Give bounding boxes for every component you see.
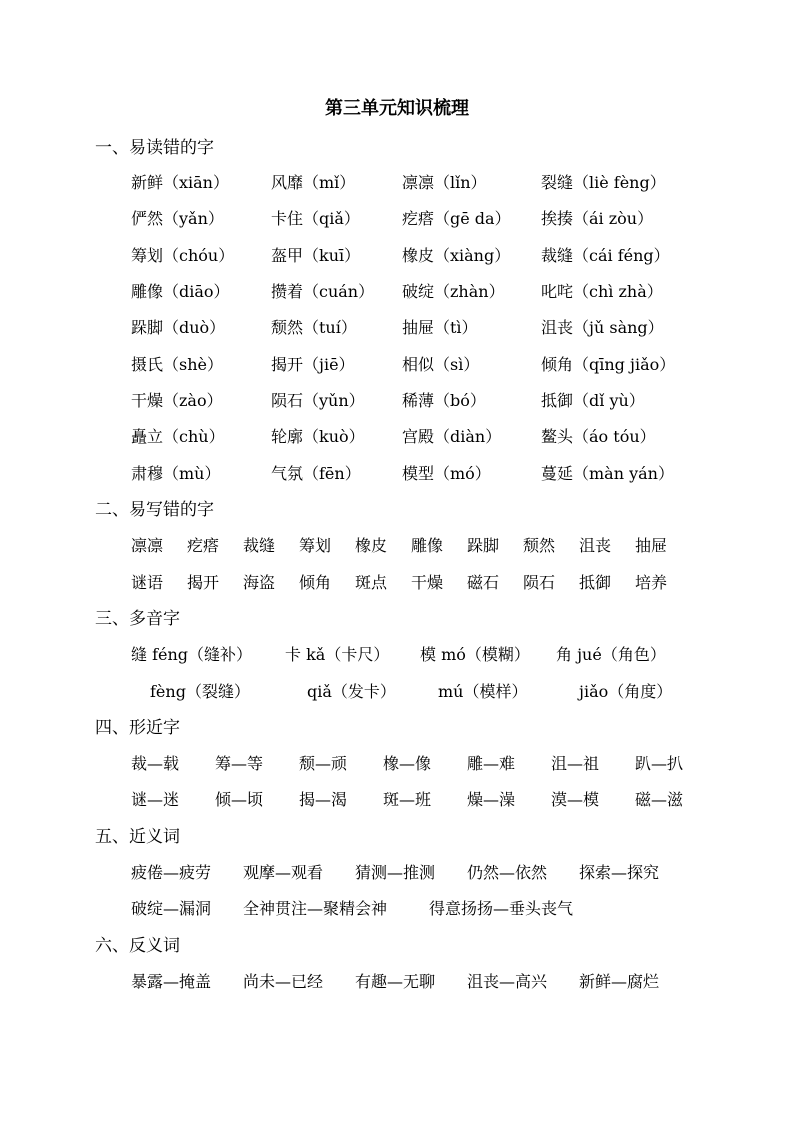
word-entry: 倾角 [299,573,332,592]
section-heading-antonyms: 六、反义词 [95,936,180,956]
word-entry: 沮丧 [579,536,612,555]
word-entry: 鳌头（áo tóu） [541,427,656,446]
word-entry: 裂缝（liè fèng） [541,173,666,192]
list-row [0,789,794,811]
word-entry: 攒着（cuán） [271,282,375,301]
word-entry: 摄氏（shè） [131,355,223,374]
polyphone-entry: fèng（裂缝） [150,682,250,701]
word-entry: 稀薄（bó） [402,391,486,410]
word-entry: 颓然 [523,536,556,555]
word-entry: 模型（mó） [402,464,491,483]
word-entry: 挨揍（ái zòu） [541,209,654,228]
pair-entry: 燥—澡 [467,790,516,809]
word-entry: 抵御（dǐ yù） [541,391,645,410]
word-entry: 筹划 [299,536,332,555]
word-entry: 跺脚 [467,536,500,555]
list-row [0,862,794,884]
polyphone-entry: 卡 kǎ（卡尺） [285,645,390,664]
section-heading-hard-to-write: 二、易写错的字 [95,500,214,520]
pair-entry: 有趣—无聊 [355,972,436,991]
list-row [0,753,794,775]
word-entry: 俨然（yǎn） [131,209,224,228]
section-heading-hard-to-read: 一、易读错的字 [95,138,214,158]
word-entry: 沮丧（jǔ sàng） [541,318,664,337]
list-row [0,644,794,666]
pair-entry: 得意扬扬—垂头丧气 [429,899,574,918]
list-row [0,463,794,485]
word-entry: 凛凛 [131,536,164,555]
list-row [0,317,794,339]
word-entry: 破绽（zhàn） [402,282,505,301]
word-entry: 倾角（qīng jiǎo） [541,355,676,374]
pair-entry: 仍然—依然 [467,863,548,882]
list-row [0,898,794,920]
section-heading-synonyms: 五、近义词 [95,827,180,847]
word-entry: 蔓延（màn yán） [541,464,674,483]
word-entry: 卡住（qiǎ） [271,209,360,228]
word-entry: 培养 [635,573,668,592]
word-entry: 筹划（chóu） [131,246,235,265]
word-entry: 相似（sì） [402,355,480,374]
polyphone-entry: 缝 féng（缝补） [131,645,253,664]
section-heading-similar-characters: 四、形近字 [95,718,180,738]
word-entry: 陨石（yǔn） [271,391,365,410]
list-row [0,572,794,594]
word-entry: 抽屉 [635,536,668,555]
word-entry: 叱咤（chì zhà） [541,282,663,301]
list-row [0,208,794,230]
page-title: 第三单元知识梳理 [325,98,469,119]
pair-entry: 探索—探究 [579,863,660,882]
word-entry: 盔甲（kuī） [271,246,361,265]
word-entry: 干燥 [411,573,444,592]
pair-entry: 趴—扒 [635,754,684,773]
polyphone-entry: 角 jué（角色） [556,645,666,664]
pair-entry: 疲倦—疲劳 [131,863,212,882]
word-entry: 橡皮 [355,536,388,555]
word-entry: 风靡（mǐ） [271,173,356,192]
pair-entry: 尚未—已经 [243,972,324,991]
pair-entry: 筹—等 [215,754,264,773]
pair-entry: 橡—像 [383,754,432,773]
pair-entry: 暴露—掩盖 [131,972,212,991]
pair-entry: 漠—模 [551,790,600,809]
list-row [0,971,794,993]
word-entry: 颓然（tuí） [271,318,357,337]
word-entry: 疙瘩（gē da） [402,209,511,228]
word-entry: 抵御 [579,573,612,592]
word-entry: 橡皮（xiàng） [402,246,511,265]
pair-entry: 倾—顷 [215,790,264,809]
section-heading-polyphones: 三、多音字 [95,609,180,629]
pair-entry: 破绽—漏洞 [131,899,212,918]
word-entry: 陨石 [523,573,556,592]
word-entry: 斑点 [355,573,388,592]
word-entry: 裁缝（cái féng） [541,246,670,265]
word-entry: 轮廓（kuò） [271,427,365,446]
list-row [0,535,794,557]
word-entry: 宫殿（diàn） [402,427,502,446]
pair-entry: 沮—祖 [551,754,600,773]
pair-entry: 磁—滋 [635,790,684,809]
word-entry: 裁缝 [243,536,276,555]
pair-entry: 雕—难 [467,754,516,773]
word-entry: 凛凛（lǐn） [402,173,487,192]
pair-entry: 揭—渴 [299,790,348,809]
word-entry: 抽屉（tì） [402,318,478,337]
word-entry: 跺脚（duò） [131,318,226,337]
polyphone-entry: mú（模样） [438,682,528,701]
list-row [0,172,794,194]
list-row [0,390,794,412]
pair-entry: 裁—载 [131,754,180,773]
word-entry: 海盗 [243,573,276,592]
pair-entry: 沮丧—高兴 [467,972,548,991]
word-entry: 雕像 [411,536,444,555]
pair-entry: 全神贯注—聚精会神 [243,899,388,918]
word-entry: 雕像（diāo） [131,282,230,301]
pair-entry: 斑—班 [383,790,432,809]
list-row [0,281,794,303]
word-entry: 揭开 [187,573,220,592]
word-entry: 揭开（jiē） [271,355,355,374]
word-entry: 气氛（fēn） [271,464,361,483]
list-row [0,426,794,448]
word-entry: 新鲜（xiān） [131,173,229,192]
word-entry: 干燥（zào） [131,391,223,410]
list-row [0,245,794,267]
list-row [0,681,794,703]
word-entry: 谜语 [131,573,164,592]
polyphone-entry: jiǎo（角度） [579,682,673,701]
word-entry: 矗立（chù） [131,427,225,446]
pair-entry: 新鲜—腐烂 [579,972,660,991]
pair-entry: 谜—迷 [131,790,180,809]
pair-entry: 观摩—观看 [243,863,324,882]
polyphone-entry: 模 mó（模糊） [420,645,530,664]
pair-entry: 颓—顽 [299,754,348,773]
list-row [0,354,794,376]
word-entry: 磁石 [467,573,500,592]
polyphone-entry: qiǎ（发卡） [307,682,396,701]
pair-entry: 猜测—推测 [355,863,436,882]
word-entry: 疙瘩 [187,536,220,555]
word-entry: 肃穆（mù） [131,464,221,483]
